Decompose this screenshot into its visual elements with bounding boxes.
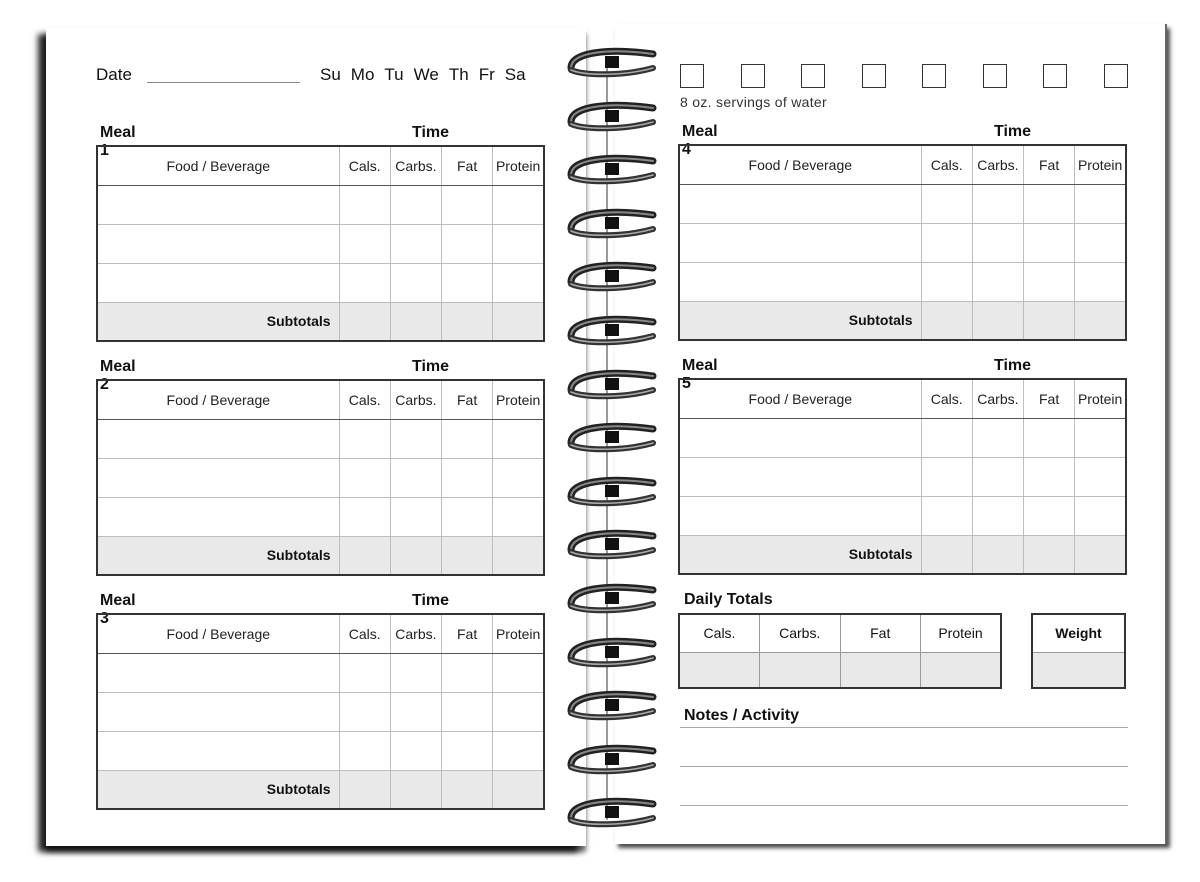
table-row bbox=[679, 496, 1126, 535]
meal-4-table bbox=[678, 144, 1127, 341]
meal-title: Meal 4 bbox=[682, 123, 718, 158]
time-label: Time bbox=[412, 124, 450, 141]
protein-cell[interactable] bbox=[1075, 457, 1126, 496]
water-checkbox[interactable] bbox=[801, 64, 825, 88]
food-cell[interactable] bbox=[679, 223, 921, 262]
spiral-ring bbox=[565, 687, 657, 721]
subtotals-row bbox=[679, 535, 1126, 574]
weight-table bbox=[1031, 613, 1126, 689]
subtotal-cals-cell[interactable] bbox=[339, 770, 390, 809]
spiral-ring bbox=[565, 44, 657, 78]
col-protein: Protein bbox=[1075, 145, 1126, 184]
daily-totals-title: Daily Totals bbox=[684, 591, 773, 608]
protein-cell[interactable] bbox=[493, 419, 544, 458]
table-row bbox=[97, 731, 544, 770]
cals-cell[interactable] bbox=[921, 496, 972, 535]
subtotals-label: Subtotals bbox=[97, 302, 339, 341]
subtotals-row bbox=[97, 536, 544, 575]
cals-cell[interactable] bbox=[921, 457, 972, 496]
carbs-cell[interactable] bbox=[390, 419, 441, 458]
food-cell[interactable] bbox=[97, 185, 339, 224]
protein-cell[interactable] bbox=[1075, 184, 1126, 223]
meal-table-header bbox=[97, 146, 544, 185]
subtotal-cals-cell[interactable] bbox=[921, 301, 972, 340]
protein-cell[interactable] bbox=[1075, 262, 1126, 301]
fat-cell[interactable] bbox=[1024, 418, 1075, 457]
total-cals-cell[interactable] bbox=[679, 652, 760, 688]
fat-cell[interactable] bbox=[442, 497, 493, 536]
col-carbs: Carbs. bbox=[390, 614, 441, 653]
col-carbs: Carbs. bbox=[390, 380, 441, 419]
subtotal-fat-cell[interactable] bbox=[442, 536, 493, 575]
spiral-ring bbox=[565, 794, 657, 828]
carbs-cell[interactable] bbox=[972, 184, 1023, 223]
subtotal-protein-cell[interactable] bbox=[1075, 535, 1126, 574]
col-cals: Cals. bbox=[921, 145, 972, 184]
cals-cell[interactable] bbox=[339, 731, 390, 770]
fat-cell[interactable] bbox=[1024, 496, 1075, 535]
notes-line[interactable] bbox=[680, 805, 1128, 806]
col-cals: Cals. bbox=[921, 379, 972, 418]
total-col-fat: Fat bbox=[840, 614, 921, 652]
protein-cell[interactable] bbox=[1075, 496, 1126, 535]
carbs-cell[interactable] bbox=[972, 262, 1023, 301]
food-cell[interactable] bbox=[97, 458, 339, 497]
water-checkbox[interactable] bbox=[983, 64, 1007, 88]
food-cell[interactable] bbox=[97, 419, 339, 458]
time-label: Time bbox=[412, 358, 450, 375]
fat-cell[interactable] bbox=[442, 185, 493, 224]
meal-title: Meal 1 bbox=[100, 124, 136, 159]
water-checkbox[interactable] bbox=[1043, 64, 1067, 88]
total-protein-cell[interactable] bbox=[921, 652, 1002, 688]
subtotal-fat-cell[interactable] bbox=[442, 302, 493, 341]
daily-totals-table bbox=[678, 613, 1002, 689]
col-carbs: Carbs. bbox=[390, 146, 441, 185]
food-cell[interactable] bbox=[97, 653, 339, 692]
total-col-carbs: Carbs. bbox=[760, 614, 841, 652]
subtotal-protein-cell[interactable] bbox=[493, 536, 544, 575]
food-cell[interactable] bbox=[97, 497, 339, 536]
table-row bbox=[97, 419, 544, 458]
meal-1-table bbox=[96, 145, 545, 342]
col-protein: Protein bbox=[493, 614, 544, 653]
subtotal-protein-cell[interactable] bbox=[493, 302, 544, 341]
carbs-cell[interactable] bbox=[972, 496, 1023, 535]
col-protein: Protein bbox=[493, 146, 544, 185]
day-tu[interactable]: Tu bbox=[384, 65, 404, 84]
water-checkbox[interactable] bbox=[1104, 64, 1128, 88]
protein-cell[interactable] bbox=[493, 497, 544, 536]
carbs-cell[interactable] bbox=[390, 497, 441, 536]
protein-cell[interactable] bbox=[493, 731, 544, 770]
subtotals-label: Subtotals bbox=[97, 536, 339, 575]
water-checkbox[interactable] bbox=[680, 64, 704, 88]
fat-cell[interactable] bbox=[442, 653, 493, 692]
table-row bbox=[679, 262, 1126, 301]
cals-cell[interactable] bbox=[921, 223, 972, 262]
col-food-beverage: Food / Beverage bbox=[97, 146, 339, 185]
fat-cell[interactable] bbox=[1024, 262, 1075, 301]
col-fat: Fat bbox=[442, 614, 493, 653]
cals-cell[interactable] bbox=[339, 185, 390, 224]
notes-title: Notes / Activity bbox=[684, 707, 799, 724]
water-checkbox[interactable] bbox=[741, 64, 765, 88]
food-cell[interactable] bbox=[97, 263, 339, 302]
day-fr[interactable]: Fr bbox=[478, 65, 495, 84]
time-label: Time bbox=[994, 357, 1032, 374]
table-row bbox=[679, 418, 1126, 457]
cals-cell[interactable] bbox=[339, 224, 390, 263]
subtotal-fat-cell[interactable] bbox=[1024, 535, 1075, 574]
fat-cell[interactable] bbox=[442, 263, 493, 302]
col-food-beverage: Food / Beverage bbox=[97, 614, 339, 653]
date-field[interactable] bbox=[147, 82, 300, 83]
subtotal-cals-cell[interactable] bbox=[339, 536, 390, 575]
spiral-ring bbox=[565, 526, 657, 560]
food-cell[interactable] bbox=[679, 184, 921, 223]
carbs-cell[interactable] bbox=[390, 653, 441, 692]
fat-cell[interactable] bbox=[1024, 184, 1075, 223]
carbs-cell[interactable] bbox=[390, 263, 441, 302]
fat-cell[interactable] bbox=[442, 419, 493, 458]
food-cell[interactable] bbox=[679, 457, 921, 496]
col-protein: Protein bbox=[1075, 379, 1126, 418]
weight-label: Weight bbox=[1032, 614, 1125, 652]
total-fat-cell[interactable] bbox=[840, 652, 921, 688]
col-cals: Cals. bbox=[339, 614, 390, 653]
total-col-protein: Protein bbox=[921, 614, 1002, 652]
col-food-beverage: Food / Beverage bbox=[97, 380, 339, 419]
day-we[interactable]: We bbox=[413, 65, 439, 84]
carbs-cell[interactable] bbox=[972, 223, 1023, 262]
subtotals-row bbox=[679, 301, 1126, 340]
spiral-ring bbox=[565, 312, 657, 346]
table-row bbox=[97, 263, 544, 302]
day-su[interactable]: Su bbox=[320, 65, 341, 84]
meal-title: Meal 5 bbox=[682, 357, 718, 392]
col-food-beverage: Food / Beverage bbox=[679, 145, 921, 184]
subtotal-protein-cell[interactable] bbox=[493, 770, 544, 809]
subtotal-cals-cell[interactable] bbox=[339, 302, 390, 341]
cals-cell[interactable] bbox=[921, 262, 972, 301]
water-checkbox[interactable] bbox=[922, 64, 946, 88]
meal-title: Meal 3 bbox=[100, 592, 136, 627]
fat-cell[interactable] bbox=[1024, 457, 1075, 496]
meal-table-header bbox=[97, 614, 544, 653]
weight-cell[interactable] bbox=[1032, 652, 1125, 688]
spiral-ring bbox=[565, 258, 657, 292]
meal-table-header bbox=[679, 379, 1126, 418]
subtotal-carbs-cell[interactable] bbox=[972, 535, 1023, 574]
day-sa[interactable]: Sa bbox=[504, 65, 526, 84]
spiral-ring bbox=[565, 419, 657, 453]
protein-cell[interactable] bbox=[493, 263, 544, 302]
cals-cell[interactable] bbox=[921, 184, 972, 223]
table-row bbox=[679, 223, 1126, 262]
col-food-beverage: Food / Beverage bbox=[679, 379, 921, 418]
col-cals: Cals. bbox=[339, 380, 390, 419]
protein-cell[interactable] bbox=[1075, 418, 1126, 457]
subtotals-label: Subtotals bbox=[679, 535, 921, 574]
protein-cell[interactable] bbox=[493, 653, 544, 692]
col-protein: Protein bbox=[493, 380, 544, 419]
cals-cell[interactable] bbox=[921, 418, 972, 457]
spiral-ring bbox=[565, 98, 657, 132]
spiral-ring bbox=[565, 366, 657, 400]
cals-cell[interactable] bbox=[339, 692, 390, 731]
col-fat: Fat bbox=[442, 146, 493, 185]
subtotal-carbs-cell[interactable] bbox=[972, 301, 1023, 340]
day-mo[interactable]: Mo bbox=[350, 65, 375, 84]
carbs-cell[interactable] bbox=[972, 418, 1023, 457]
subtotal-carbs-cell[interactable] bbox=[390, 536, 441, 575]
water-label: 8 oz. servings of water bbox=[680, 94, 827, 110]
col-fat: Fat bbox=[1024, 145, 1075, 184]
fat-cell[interactable] bbox=[442, 224, 493, 263]
food-cell[interactable] bbox=[679, 496, 921, 535]
carbs-cell[interactable] bbox=[390, 692, 441, 731]
subtotal-cals-cell[interactable] bbox=[921, 535, 972, 574]
protein-cell[interactable] bbox=[493, 692, 544, 731]
table-row bbox=[97, 497, 544, 536]
notes-line[interactable] bbox=[680, 727, 1128, 728]
subtotal-fat-cell[interactable] bbox=[442, 770, 493, 809]
cals-cell[interactable] bbox=[339, 419, 390, 458]
subtotal-carbs-cell[interactable] bbox=[390, 770, 441, 809]
table-row bbox=[97, 458, 544, 497]
spiral-ring bbox=[565, 151, 657, 185]
total-col-cals: Cals. bbox=[679, 614, 760, 652]
subtotal-carbs-cell[interactable] bbox=[390, 302, 441, 341]
weekday-row bbox=[320, 65, 526, 85]
fat-cell[interactable] bbox=[442, 458, 493, 497]
time-label: Time bbox=[994, 123, 1032, 140]
meal-title: Meal 2 bbox=[100, 358, 136, 393]
total-carbs-cell[interactable] bbox=[760, 652, 841, 688]
col-fat: Fat bbox=[442, 380, 493, 419]
table-row bbox=[97, 224, 544, 263]
subtotals-row bbox=[97, 302, 544, 341]
carbs-cell[interactable] bbox=[390, 458, 441, 497]
food-cell[interactable] bbox=[97, 692, 339, 731]
subtotals-row bbox=[97, 770, 544, 809]
protein-cell[interactable] bbox=[1075, 223, 1126, 262]
spiral-ring bbox=[565, 741, 657, 775]
food-cell[interactable] bbox=[679, 262, 921, 301]
col-carbs: Carbs. bbox=[972, 145, 1023, 184]
fat-cell[interactable] bbox=[442, 692, 493, 731]
spiral-ring bbox=[565, 473, 657, 507]
water-checkboxes bbox=[680, 64, 1128, 88]
meal-table-header bbox=[97, 380, 544, 419]
day-th[interactable]: Th bbox=[448, 65, 469, 84]
fat-cell[interactable] bbox=[442, 731, 493, 770]
col-fat: Fat bbox=[1024, 379, 1075, 418]
food-cell[interactable] bbox=[97, 731, 339, 770]
date-label: Date bbox=[96, 65, 132, 84]
daily-totals-values bbox=[679, 652, 1001, 688]
spiral-ring bbox=[565, 205, 657, 239]
food-cell[interactable] bbox=[97, 224, 339, 263]
cals-cell[interactable] bbox=[339, 263, 390, 302]
table-row bbox=[97, 653, 544, 692]
table-row bbox=[97, 185, 544, 224]
carbs-cell[interactable] bbox=[390, 185, 441, 224]
protein-cell[interactable] bbox=[493, 185, 544, 224]
protein-cell[interactable] bbox=[493, 458, 544, 497]
food-cell[interactable] bbox=[679, 418, 921, 457]
col-carbs: Carbs. bbox=[972, 379, 1023, 418]
meal-5-table bbox=[678, 378, 1127, 575]
subtotals-label: Subtotals bbox=[97, 770, 339, 809]
carbs-cell[interactable] bbox=[390, 731, 441, 770]
cals-cell[interactable] bbox=[339, 458, 390, 497]
table-row bbox=[679, 184, 1126, 223]
col-cals: Cals. bbox=[339, 146, 390, 185]
time-label: Time bbox=[412, 592, 450, 609]
water-checkbox[interactable] bbox=[862, 64, 886, 88]
spiral-ring bbox=[565, 580, 657, 614]
table-row bbox=[679, 457, 1126, 496]
protein-cell[interactable] bbox=[493, 224, 544, 263]
daily-totals-header bbox=[679, 614, 1001, 652]
subtotals-label: Subtotals bbox=[679, 301, 921, 340]
fat-cell[interactable] bbox=[1024, 223, 1075, 262]
spiral-ring bbox=[565, 634, 657, 668]
subtotal-protein-cell[interactable] bbox=[1075, 301, 1126, 340]
subtotal-fat-cell[interactable] bbox=[1024, 301, 1075, 340]
meal-table-header bbox=[679, 145, 1126, 184]
carbs-cell[interactable] bbox=[390, 224, 441, 263]
notes-line[interactable] bbox=[680, 766, 1128, 767]
meal-2-table bbox=[96, 379, 545, 576]
meal-3-table bbox=[96, 613, 545, 810]
table-row bbox=[97, 692, 544, 731]
cals-cell[interactable] bbox=[339, 653, 390, 692]
carbs-cell[interactable] bbox=[972, 457, 1023, 496]
cals-cell[interactable] bbox=[339, 497, 390, 536]
